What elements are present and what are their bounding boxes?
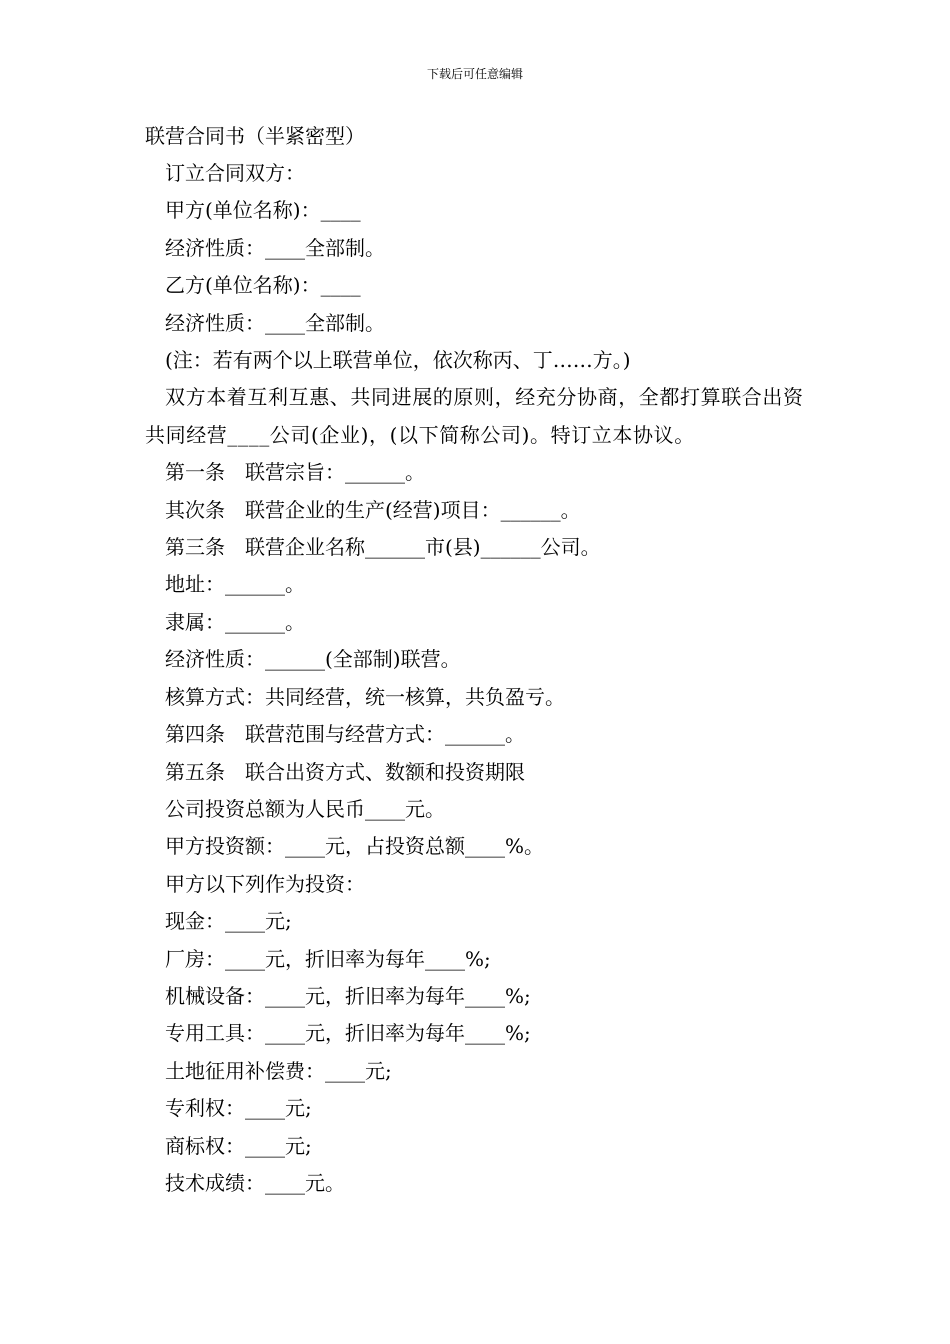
text-line: 商标权：____元; bbox=[165, 1133, 312, 1158]
parties-section bbox=[145, 155, 810, 379]
text-line: 厂房：____元，折旧率为每年____%; bbox=[165, 946, 491, 971]
text-line: 现金：____元; bbox=[165, 909, 292, 934]
text-line: 专利权：____元; bbox=[165, 1096, 312, 1121]
text-line: 甲方投资额：____元，占投资总额____%。 bbox=[165, 834, 545, 859]
text-line: 公司投资总额为人民币____元。 bbox=[165, 796, 445, 821]
text-line: 经济性质：____全部制。 bbox=[165, 235, 385, 260]
text-line: 经济性质：____全部制。 bbox=[165, 310, 385, 335]
document-title: 联营合同书（半紧密型） bbox=[145, 124, 365, 148]
text-line: (注：若有两个以上联营单位，依次称丙、丁……方。) bbox=[165, 348, 631, 373]
intro-paragraph: 双方本着互利互惠、共同进展的原则，经充分协商，全都打算联合出资共同经营____公司(企业)，(以下简称公司)。特订立本协议。 bbox=[145, 385, 804, 447]
page-header: 下载后可任意编辑 bbox=[426, 67, 523, 81]
text-line: 第四条 联营范围与经营方式：______。 bbox=[165, 722, 525, 747]
text-line: 隶属：______。 bbox=[165, 609, 305, 634]
text-line: 专用工具：____元，折旧率为每年____%; bbox=[165, 1021, 531, 1046]
text-line: 乙方(单位名称)：____ bbox=[165, 273, 361, 298]
text-line: 地址：______。 bbox=[165, 572, 305, 597]
text-line: 机械设备：____元，折旧率为每年____%; bbox=[165, 983, 531, 1008]
articles-section bbox=[145, 454, 810, 1202]
text-line: 甲方(单位名称)：____ bbox=[165, 198, 361, 223]
document-body bbox=[145, 118, 810, 1202]
text-line: 第一条 联营宗旨：______。 bbox=[165, 460, 425, 485]
text-line: 甲方以下列作为投资： bbox=[165, 871, 365, 896]
text-line: 第五条 联合出资方式、数额和投资期限 bbox=[165, 759, 525, 784]
text-line: 订立合同双方： bbox=[165, 161, 305, 185]
text-line: 土地征用补偿费：____元; bbox=[165, 1058, 392, 1083]
text-line: 核算方式：共同经营，统一核算，共负盈亏。 bbox=[165, 684, 565, 709]
text-line: 经济性质：______(全部制)联营。 bbox=[165, 647, 461, 672]
text-line: 技术成绩：____元。 bbox=[165, 1170, 345, 1195]
text-line: 其次条 联营企业的生产(经营)项目：______。 bbox=[165, 497, 581, 522]
text-line: 第三条 联营企业名称______市(县)______公司。 bbox=[165, 535, 601, 560]
